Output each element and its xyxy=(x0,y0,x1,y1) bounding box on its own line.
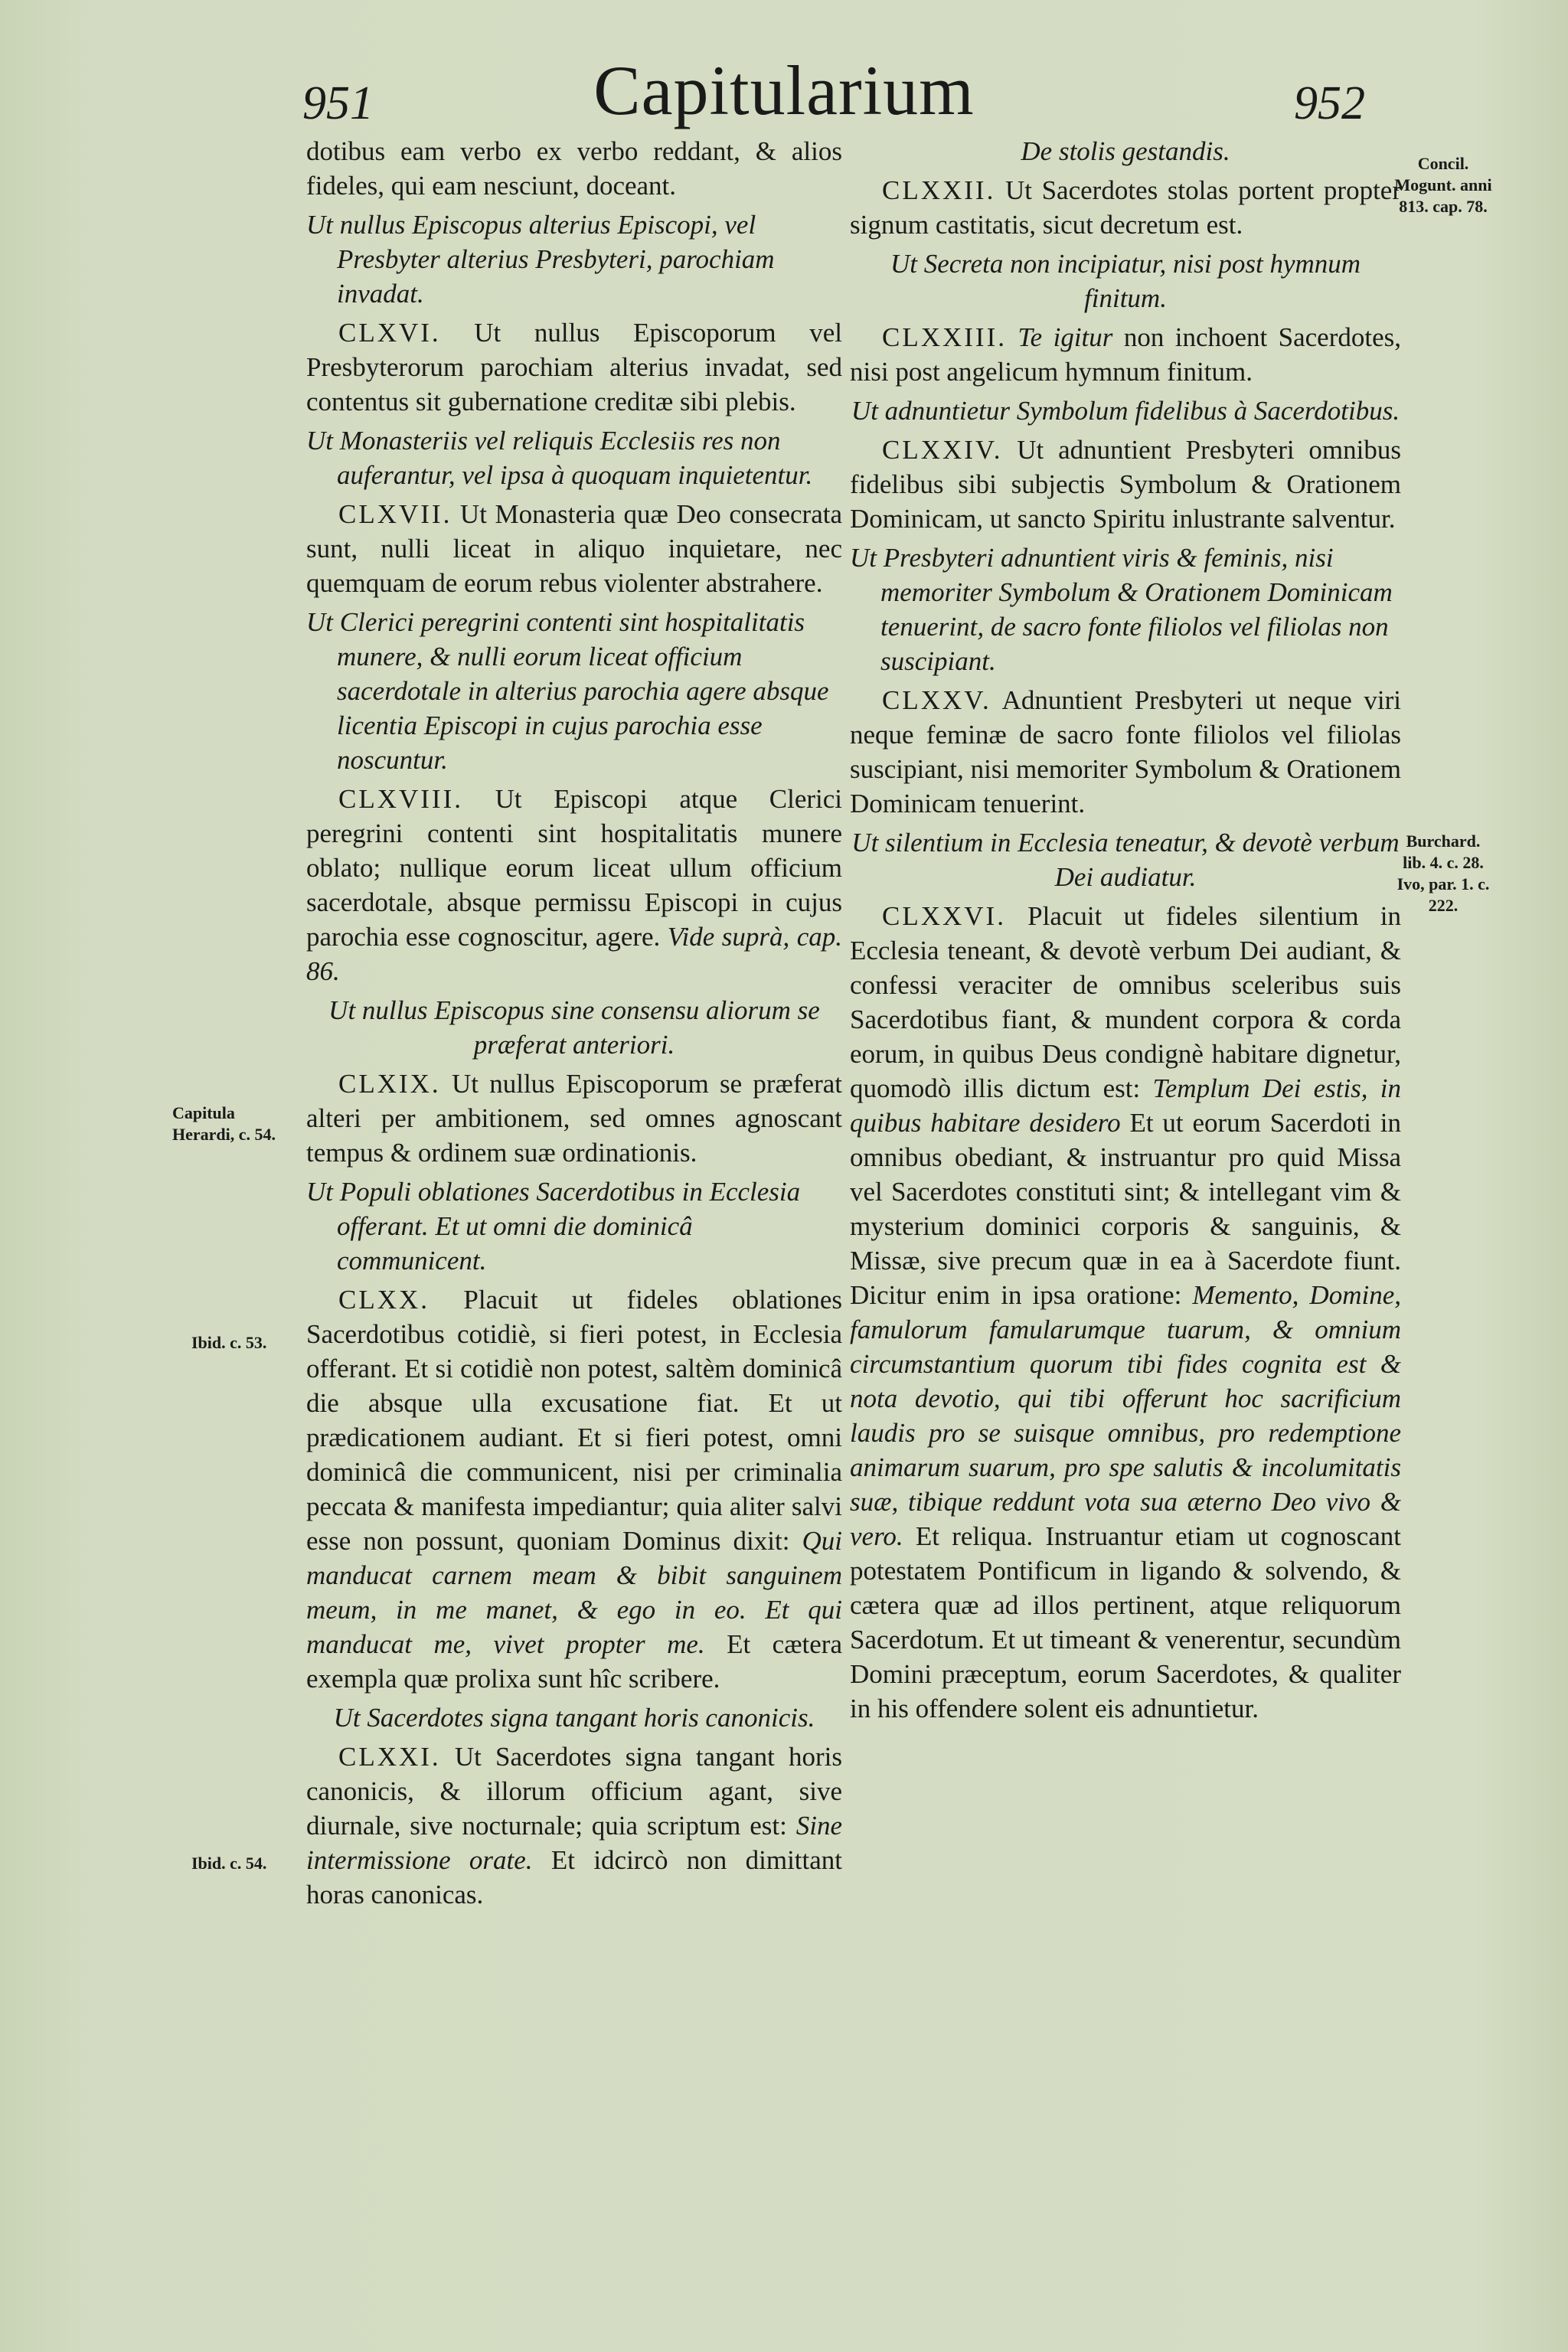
paragraph xyxy=(850,173,1401,242)
paragraph xyxy=(306,1740,842,1912)
marginal-note: Ibid. c. 54. xyxy=(191,1854,267,1873)
chapter-number: CLXXIII. xyxy=(882,322,1007,352)
rubric: Ut Secreta non incipiatur, nisi post hymnum finitum. xyxy=(890,249,1361,313)
rubric: Ut nullus Episcopus sine consensu aliorum se præferat anteriori. xyxy=(328,995,820,1060)
chapter-text: Ut Monasteria quæ Deo consecrata sunt, nulli liceat in aliquo inquietare, nec quemquam de eorum rebus violenter abstrahere. xyxy=(306,499,842,598)
paragraph xyxy=(850,433,1401,536)
paragraph xyxy=(306,1067,842,1170)
right-column xyxy=(850,134,1401,1729)
rubric: Ut Presbyteri adnuntient viris & feminis, nisi memoriter Symbolum & Orationem Dominicam tenuerint, de sacro fonte filiolos vel filiolas non suscipiant. xyxy=(850,543,1393,676)
chapter-number: CLXVI. xyxy=(338,318,441,348)
chapter-number: CLXXI. xyxy=(338,1742,441,1772)
chapter-text: Ut Sacerdotes stolas portent propter signum castitatis, sicut decretum est. xyxy=(850,175,1401,240)
chapter-text: Ut Episcopi atque Clerici peregrini contenti sint hospitalitatis munere oblato; nullique eorum liceat ullum officium sacerdotale, absque permissu Episcopi in cujus parochia esse cognoscitur, agere. xyxy=(306,784,842,952)
rubric: Ut silentium in Ecclesia teneatur, & devotè verbum Dei audiatur. xyxy=(851,828,1400,892)
chapter-number: CLXIX. xyxy=(338,1069,441,1099)
paragraph: dotibus eam verbo ex verbo reddant, & alios fideles, qui eam nesciunt, doceant. xyxy=(306,136,842,201)
rubric: Ut adnuntietur Symbolum fidelibus à Sacerdotibus. xyxy=(851,396,1400,426)
scripture-quote: Templum Dei estis, in quibus habitare desidero xyxy=(850,1073,1401,1138)
marginal-note: Concil. Mogunt. anni 813. cap. 78. xyxy=(1394,154,1492,216)
marginal-note: Capitula Herardi, c. 54. xyxy=(172,1103,276,1144)
chapter-text: Et reliqua. Instruantur etiam ut cognoscant potestatem Pontificum in ligando & solvendo, & cætera quæ ad illos pertinent, atque reliquorum Sacerdotum. Et ut timeant & venerentur, secundùm Domini præceptum, eorum Sacerdotes, & qualiter in his offendere solent eis adnuntietur. xyxy=(850,1521,1402,1723)
chapter-number: CLXXV. xyxy=(882,685,991,715)
rubric: Ut Clerici peregrini contenti sint hospitalitatis munere, & nulli eorum liceat officium sacerdotale in alterius parochia agere absque licentia Episcopi in cujus parochia esse noscuntur. xyxy=(306,607,829,775)
rubric: Ut Monasteriis vel reliquis Ecclesiis res non auferantur, vel ipsa à quoquam inquietentur. xyxy=(306,426,813,490)
cross-reference: Vide suprà, cap. 86. xyxy=(306,922,842,986)
scripture-quote: Sine intermissione orate. xyxy=(306,1811,842,1875)
liturgical-quote: Memento, Domine, famulorum famularumque tuarum, & omnium circumstantium quorum tibi fides cognita est & nota devotio, qui tibi offerunt hoc sacrificium laudis pro se suisque omnibus, pro redemptione animarum suarum, pro spe salutis & incolumitatis suæ, tibique reddunt vota sua æterno Deo vivo & vero. xyxy=(850,1280,1401,1551)
paragraph xyxy=(306,315,842,419)
rubric: Ut Populi oblationes Sacerdotibus in Ecclesia offerant. Et ut omni die dominicâ communicent. xyxy=(306,1177,801,1276)
chapter-text: Ut adnuntient Presbyteri omnibus fidelibus sibi subjectis Symbolum & Orationem Dominicam, ut sancto Spiritu inlustrante salventur. xyxy=(850,435,1401,534)
rubric: Ut Sacerdotes signa tangant horis canonicis. xyxy=(333,1703,815,1733)
paragraph xyxy=(306,782,842,988)
marginal-note: Ibid. c. 53. xyxy=(191,1333,267,1352)
rubric: De stolis gestandis. xyxy=(1021,136,1230,166)
rubric: Ut nullus Episcopus alterius Episcopi, vel Presbyter alterius Presbyteri, parochiam invadat. xyxy=(306,210,775,309)
chapter-text: Ut Sacerdotes signa tangant horis canonicis, & illorum officium agant, sive diurnale, sive nocturnale; quia scriptum est: xyxy=(306,1742,842,1841)
chapter-text: Placuit ut fideles oblationes Sacerdotibus cotidiè, si fieri potest, in Ecclesia offerant. Et si cotidiè non potest, saltèm dominicâ die absque ulla excusatione fiat. Et ut prædicationem audiant. Et si fieri potest, omni dominicâ die communicent, nisi per criminalia peccata & manifesta impediantur; quia aliter salvi esse non possunt, quoniam Dominus dixit: xyxy=(306,1285,842,1556)
chapter-number: CLXVII. xyxy=(338,499,452,529)
scripture-quote: Qui manducat carnem meam & bibit sanguinem meum, in me manet, & ego in eo. Et qui manducat me, vivet propter me. xyxy=(306,1526,843,1659)
paragraph xyxy=(306,497,842,600)
chapter-text: Et ut eorum Sacerdoti in omnibus obediant, & instruantur pro quid Missa vel Sacerdotes constituti sint; & intellegant vim & mysterium dominici corporis & sanguinis, & Missæ, sive precum quæ in ea à Sacerdote fiunt. Dicitur enim in ipsa oratione: xyxy=(850,1108,1402,1310)
chapter-text: Placuit ut fideles silentium in Ecclesia teneant, & devotè verbum Dei audiant, & confessi veraciter de omnibus sceleribus suis Sacerdotibus fiant, & mundent corpora & corda eorum, in quibus Deus condignè habitare dignetur, quomodò illis dictum est: xyxy=(850,901,1402,1103)
chapter-number: CLXVIII. xyxy=(338,784,463,814)
page-header xyxy=(0,42,1568,149)
chapter-number: CLXXIV. xyxy=(882,435,1003,465)
chapter-text: Ut nullus Episcoporum vel Presbyterorum parochiam alterius invadat, sed contentus sit gubernatione creditæ sibi plebis. xyxy=(306,318,843,416)
chapter-text: Adnuntient Presbyteri ut neque viri neque feminæ de sacro fonte filiolos vel filiolas suscipiant, nisi memoriter Symbolum & Orationem Dominicam tenuerint. xyxy=(850,685,1402,818)
page-number-left: 951 xyxy=(302,77,374,129)
chapter-text: Et cætera exempla quæ prolixa sunt hîc scribere. xyxy=(306,1629,842,1694)
paragraph xyxy=(850,683,1401,821)
chapter-text: Ut nullus Episcoporum se præferat alteri per ambitionem, sed omnes agnoscant tempus & ordinem suæ ordinationis. xyxy=(306,1069,843,1168)
page-number-right: 952 xyxy=(1294,77,1365,129)
chapter-number: CLXX. xyxy=(338,1285,430,1315)
chapter-number: CLXXII. xyxy=(882,175,996,205)
chapter-text: non inchoent Sacerdotes, nisi post angelicum hymnum finitum. xyxy=(850,322,1401,387)
running-title: Capitularium xyxy=(593,51,975,129)
chapter-text: Et idcircò non dimittant horas canonicas. xyxy=(306,1845,843,1909)
paragraph xyxy=(306,1282,842,1696)
paragraph xyxy=(850,899,1401,1726)
marginal-note: Burchard. lib. 4. c. 28. Ivo, par. 1. c. 222. xyxy=(1396,831,1490,915)
paragraph xyxy=(850,320,1401,389)
incipit: Te igitur xyxy=(1018,322,1113,352)
left-column xyxy=(306,134,842,1915)
chapter-number: CLXXVI. xyxy=(882,901,1006,931)
